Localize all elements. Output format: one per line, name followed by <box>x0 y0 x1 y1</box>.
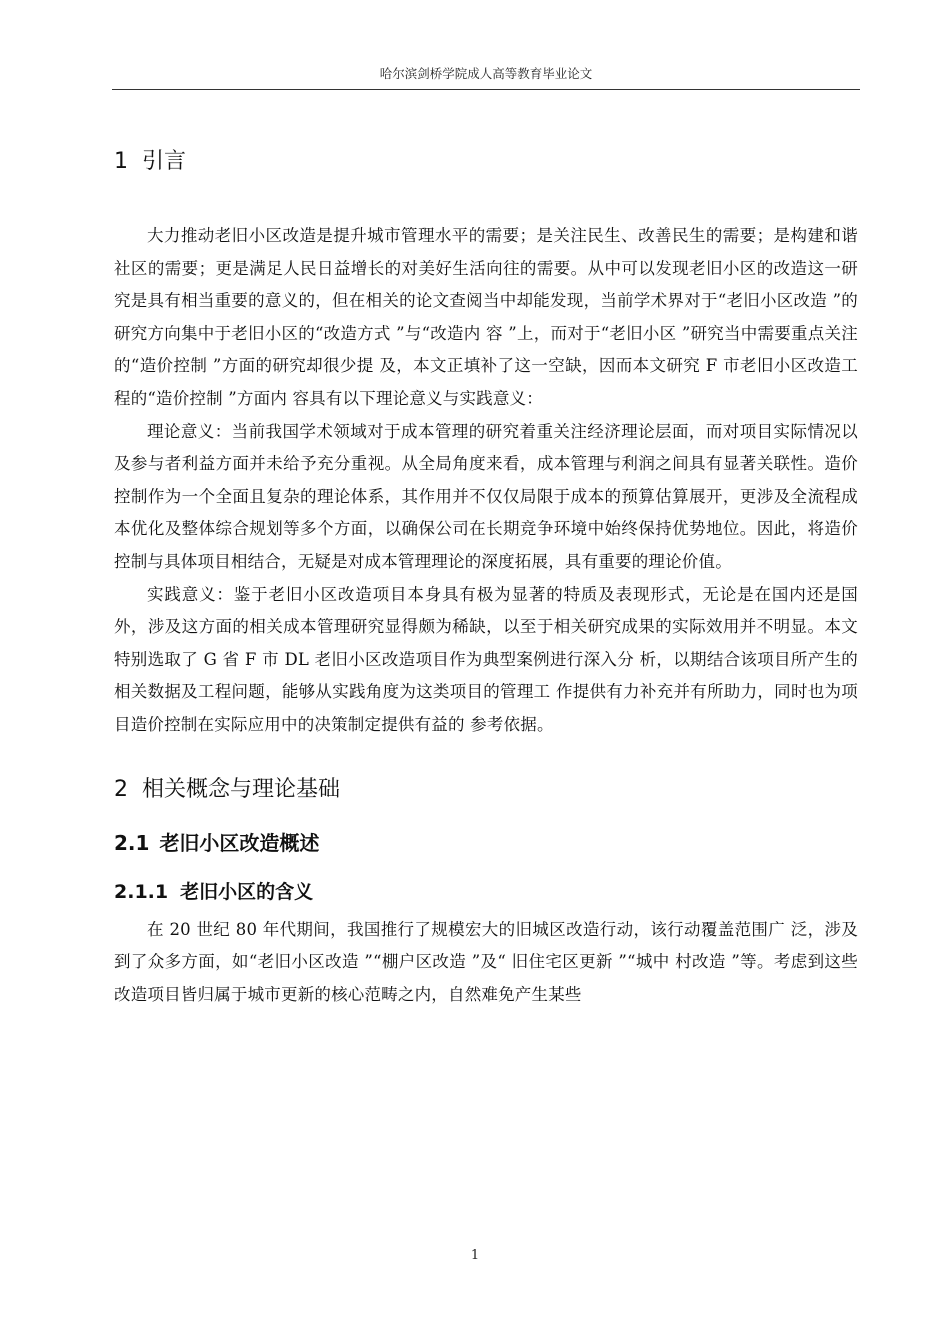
paragraph-theoretical-significance: 理论意义：当前我国学术领域对于成本管理的研究着重关注经济理论层面，而对项目实际情况以及参与者利益方面并未给予充分重视。从全局角度来看，成本管理与利润之间具有显著关联性。造价控制作为一个全面且复杂的理论体系，其作用并不仅仅局限于成本的预算估算展开，更涉及全流程成本优化及整体综合规划等多个方面，以确保公司在长期竞争环境中始终保持优势地位。因此，将造价控制与具体项目相结合，无疑是对成本管理理论的深度拓展，具有重要的理论价值。 <box>114 421 858 571</box>
paragraph-introduction: 大力推动老旧小区改造是提升城市管理水平的需要；是关注民生、改善民生的需要；是构建和谐社区的需要；更是满足人民日益增长的对美好生活向往的需要。从中可以发现老旧小区的改造这一研究是具有相当重要的意义的，但在相关的论文查阅当中却能发现，当前学术界对于“老旧小区改造 ”的研究方向集中于老旧小区的“改造方式 ”与“改造内 容 ”上，而对于“老旧小区 ”研究当中需要重点关注的“造价控制 ”方面的研究却很少提 及，本文正填补了这一空缺，因而本文研究 F 市老旧小区改造工程的“造价控制 ”方面内 容具有以下理论意义与实践意义： <box>114 226 858 408</box>
section-heading-1 <box>114 140 858 184</box>
section-title: 引言 <box>142 149 187 174</box>
document-body <box>114 140 858 1011</box>
header-rule <box>112 89 860 90</box>
paragraph-old-community-definition: 在 20 世纪 80 年代期间，我国推行了规模宏大的旧城区改造行动，该行动覆盖范围广 泛，涉及到了众多方面，如“老旧小区改造 ”“棚户区改造 ”及“ 旧住宅区更新 ”“城中 村改造 ”等。考虑到这些改造项目皆归属于城市更新的核心范畴之内，自然难免产生某些 <box>114 919 858 1004</box>
subsection-title: 老旧小区改造概述 <box>159 830 320 855</box>
subsubsection-heading-2-1-1 <box>114 874 858 910</box>
section-title: 相关概念与理论基础 <box>142 776 341 802</box>
section-heading-2 <box>114 768 858 812</box>
section-number: 1 <box>114 149 128 174</box>
subsection-heading-2-1 <box>114 824 858 862</box>
section-number: 2 <box>114 776 128 802</box>
page-number: 1 <box>470 1248 480 1263</box>
subsubsection-number: 2.1.1 <box>114 880 169 903</box>
subsubsection-title: 老旧小区的含义 <box>180 880 314 903</box>
subsection-number: 2.1 <box>114 830 150 855</box>
running-header: 哈尔滨剑桥学院成人高等教育毕业论文 <box>379 66 593 81</box>
paragraph-practical-significance: 实践意义：鉴于老旧小区改造项目本身具有极为显著的特质及表现形式，无论是在国内还是国外，涉及这方面的相关成本管理研究显得颇为稀缺，以至于相关研究成果的实际效用并不明显。本文特别选取了 G 省 F 市 DL 老旧小区改造项目作为典型案例进行深入分 析，以期结合该项目所产生的相关数据及工程问题，能够从实践角度为这类项目的管理工 作提供有力补充并有所助力，同时也为项目造价控制在实际应用中的决策制定提供有益的 参考依据。 <box>114 584 858 734</box>
